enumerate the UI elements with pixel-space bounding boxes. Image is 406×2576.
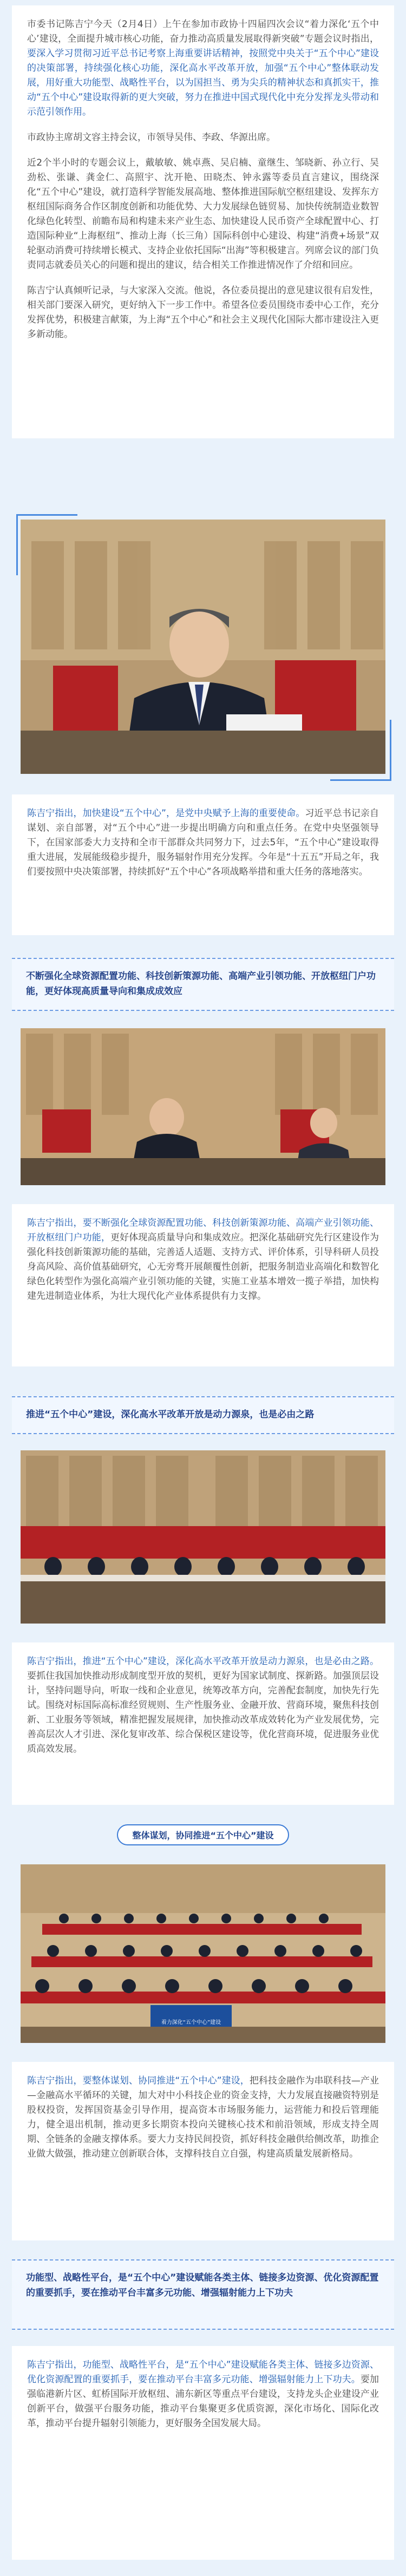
intro-paragraph-1 <box>27 17 379 120</box>
section-5-text: 要加强临港新片区、虹桥国际开放枢纽、浦东新区等重点平台建设，支持龙头企业建设产业创新平台，做强平台服务功能，推动平台集聚更多优质资源，深化市场化、国际化改革，推动平台提升辐射引领能力，更好服务全国发展大局。 <box>27 2374 379 2429</box>
speaker-photo <box>21 520 385 774</box>
intro-card <box>12 5 394 438</box>
section-1-paragraph <box>27 806 379 879</box>
section-1-highlight: 陈吉宁指出，加快建设“五个中心”，是党中央赋予上海的重要使命。 <box>27 808 305 819</box>
section-5-paragraph <box>27 2358 379 2431</box>
intro-text: 市委书记陈吉宁今天（2月4日）上午在参加市政协十四届四次会议“着力深化‘五个中心’建设，全面提升城市核心功能，奋力推动高质量发展取得新突破”专题会议时指出， <box>27 19 379 44</box>
section-1-text: 习近平总书记亲自谋划、亲自部署，对“五个中心”进一步提出明确方向和重点任务。在党中央坚强领导下，在国家部委大力支持和全市干部群众共同努力下，过去5年，“五个中心”建设取得重大进展，发展能级稳步提升，服务辐射作用充分发挥。今年是“十五五”开局之年，我们要按照中央决策部署，持续抓好“五个中心”各项战略举措和重大任务的落地落实。 <box>27 808 379 877</box>
meeting-photo-2 <box>21 1450 385 1624</box>
meeting-photo-3 <box>21 1864 385 2043</box>
section-4-text: 把科技金融作为串联科技—产业—金融高水平循环的关键，加大对中小科技企业的资金支持，大力发展直接融资特别是股权投资，发挥国资基金引导作用，提高资本市场服务能力，运营能力和投后管理能力，健全退出机制，推动更多长期资本投向关键核心技术和前沿领域，形成支持全周期、全链条的金融支撑体系。要大力支持民间投资，抓好科技金融供给侧改革，助推企业做大做强，推动建立创新联合体，支撑科技自立自强，构建高质量发展新格局。 <box>27 2075 379 2159</box>
section-2-text: 更好体现高质量导向和集成效应。把深化基础研究先行区建设作为强化科技创新策源功能的基础，完善适人适题、支持方式、评价体系，引导科研人员投身高风险、高价值基础研究，心无旁骛开展颠覆性创新，把服务制造业高端化和数智化绿色化转型作为强化高端产业引领功能的关键，实施工业基本增效一揽子举措，加快构建先进制造业体系，为壮大现代化产业体系提供有力支撑。 <box>27 1232 379 1302</box>
intro-highlight: 要深入学习贯彻习近平总书记考察上海重要讲话精神，按照党中央关于“五个中心”建设的决策部署，持续强化核心功能，深化高水平改革开放，加强“五个中心”整体联动发展，用好重大功能型、战略性平台，以为国担当、勇为尖兵的精神状态和真抓实干，推动“五个中心”建设取得新的更大突破，努力在推进中国式现代化中充分发挥龙头带动和示范引领作用。 <box>27 48 379 117</box>
meeting-photo-1 <box>21 1028 385 1185</box>
section-chip-label: 整体谋划，协同推进“五个中心”建设 <box>117 1824 289 1845</box>
section-banner-1: 不断强化全球资源配置功能、科技创新策源功能、高端产业引领功能、开放枢纽门户功能，更好体现高质量导向和集成成效应 <box>12 958 394 1011</box>
screen-caption: 着力深化“五个中心”建设 <box>161 2020 221 2026</box>
section-3-paragraph <box>27 1654 379 1757</box>
section-chip-1 <box>12 1818 394 1851</box>
section-1-card <box>12 794 394 935</box>
intro-paragraph-3: 近2个半小时的专题会议上，戴敏敏、姚卓燕、吴启楠、童继生、邹晓新、孙立行、吴劲松、张谦、龚金仁、高照宇、沈开艳、田晓杰、钟永露等委员直言建议，围绕深化“五个中心”建设，就打造科学智能发展高地、整体推进国际航空枢纽建设、发挥东方枢纽国际商务合作区制度创新和功能优势、大力发展绿色链贸易、加快传统制造业数智化绿色化转型、前瞻布局和构建未来产业生态、加快建设人民币资产全球配置中心、打造国际种业“上海枢纽”、推动上海（长三角）国际科创中心建设、构建“消费+场景”双轮驱动消费可持续增长模式、支持企业依托国际“出海”等积极建言。列席会议的部门负责同志就委员关心的问题和提出的建议，结合相关工作推进情况作了介绍和回应。 <box>27 157 379 271</box>
section-5-card <box>12 2346 394 2560</box>
meeting-photo-3-illustration <box>21 1864 385 2043</box>
section-4-card <box>12 2062 394 2240</box>
section-banner-3: 功能型、战略性平台，是“五个中心”建设赋能各类主体、链接多边资源、优化资源配置的重要抓手，要在推动平台丰富多元功能、增强辐射能力上下功夫 <box>12 2259 394 2330</box>
section-4-highlight: 陈吉宁指出，要整体谋划、协同推进“五个中心”建设， <box>27 2075 250 2086</box>
meeting-photo-2-illustration <box>21 1450 385 1624</box>
section-5-highlight: 陈吉宁指出，功能型、战略性平台，是“五个中心”建设赋能各类主体、链接多边资源、优化资源配置的重要抓手，要在推动平台丰富多元功能、增强辐射能力上下功夫。 <box>27 2360 379 2385</box>
section-3-card <box>12 1642 394 1805</box>
speaker-photo-illustration <box>21 520 385 774</box>
section-3-text: 要抓住我国加快推动形成制度型开放的契机，更好为国家试制度、探新路。加强顶层设计，坚持问题导向，听取一线和企业意见，统筹改革方向，完善配套制度，加快先行先试。围绕对标国际高标准经贸规则、生产性服务业、金融开放、营商环境，聚焦科技创新、工业服务等领域，精准把握发展规律，加快推动改革成效转化为产业发展优势，完善高层次人才引进、深化复审改革、综合保税区建设等，优化营商环境，促进服务业优质高效发展。 <box>27 1671 379 1754</box>
section-3-highlight: 陈吉宁指出，推进“五个中心”建设，深化高水平改革开放是动力源泉，也是必由之路。 <box>27 1656 379 1667</box>
section-2-card <box>12 1204 394 1366</box>
section-2-highlight: 陈吉宁指出，要不断强化全球资源配置功能、科技创新策源功能、高端产业引领功能、开放枢纽门户功能， <box>27 1218 379 1243</box>
meeting-photo-1-illustration <box>21 1028 385 1185</box>
intro-paragraph-2: 市政协主席胡文容主持会议，市领导吴伟、李政、华源出席。 <box>27 132 276 143</box>
section-banner-2: 推进“五个中心”建设，深化高水平改革开放是动力源泉，也是必由之路 <box>12 1396 394 1434</box>
section-4-paragraph <box>27 2074 379 2161</box>
intro-paragraph-4: 陈吉宁认真倾听记录，与大家深入交流。他说，各位委员提出的意见建议很有启发性，相关部门要深入研究，更好纳入下一步工作中。希望各位委员围绕市委中心工作，充分发挥优势，积极建言献策，为上海“五个中心”和社会主义现代化国际大都市建设注入更多新动能。 <box>27 285 379 340</box>
section-2-paragraph <box>27 1216 379 1304</box>
